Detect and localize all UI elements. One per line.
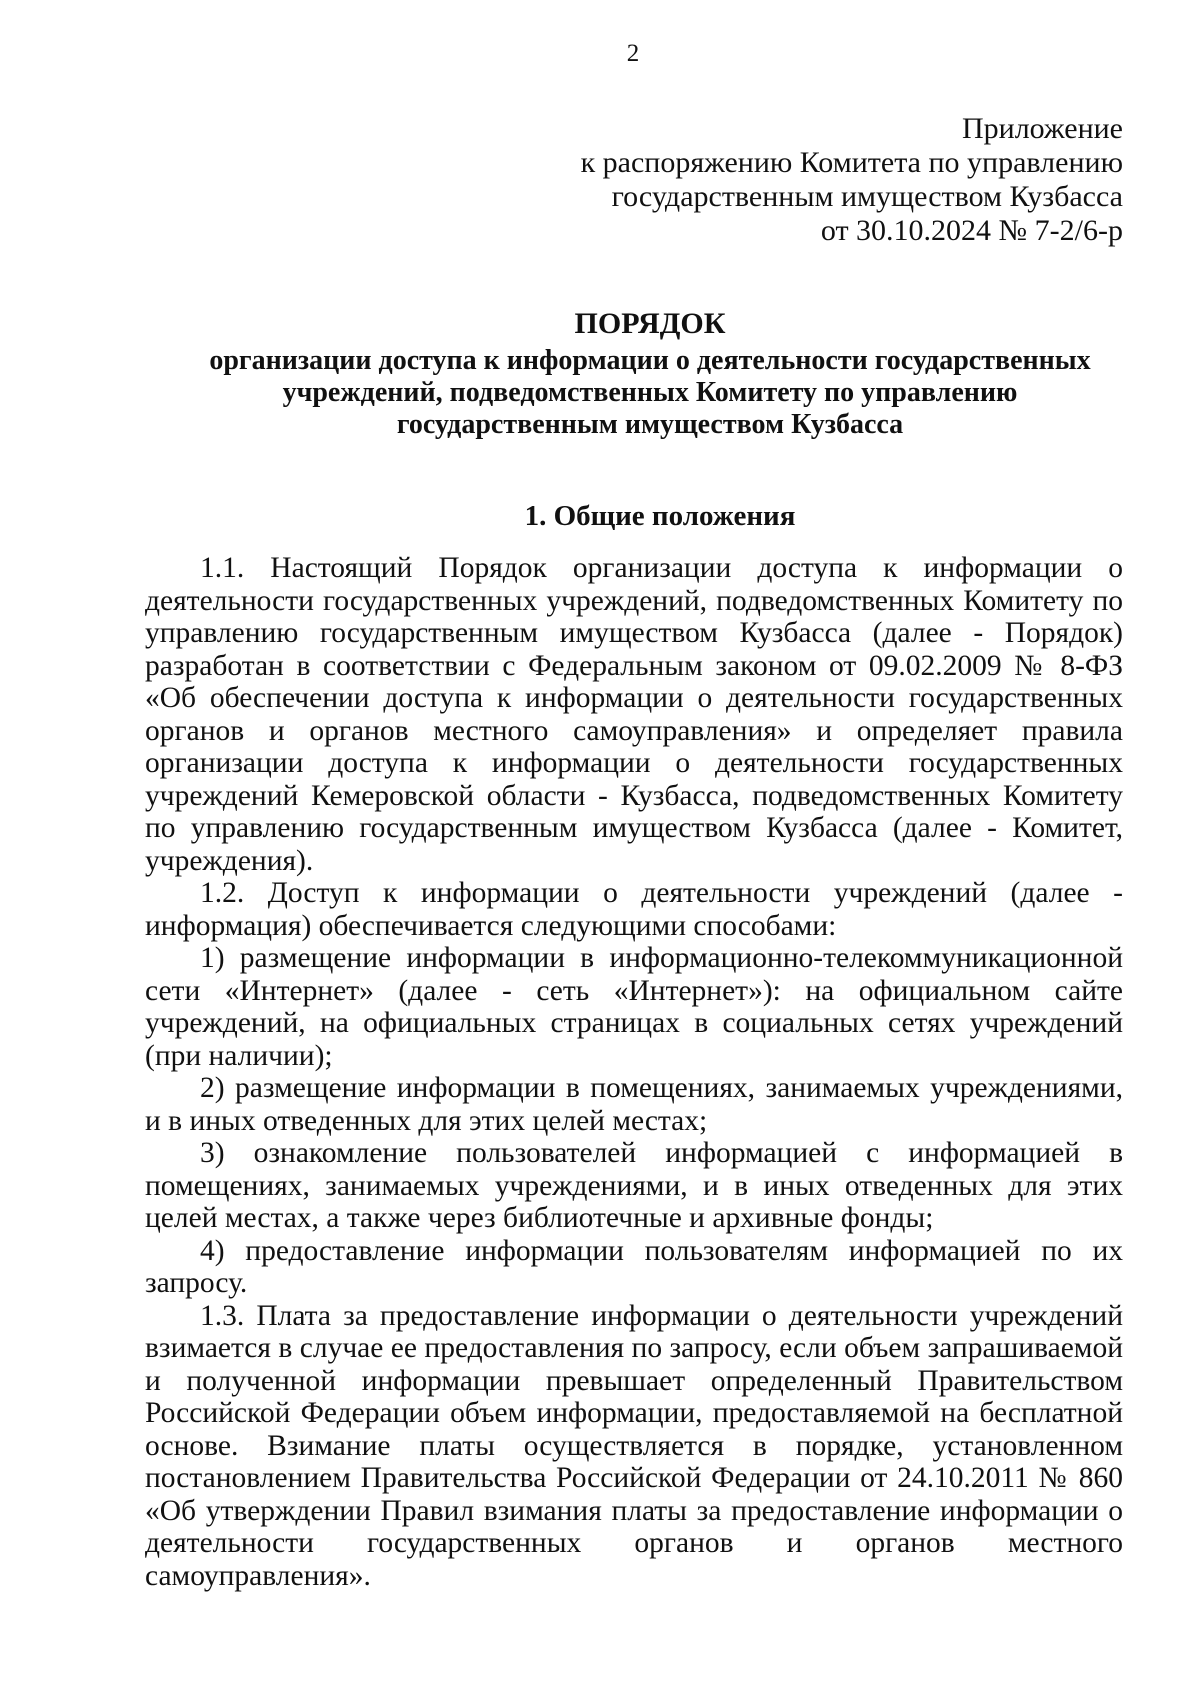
document-subtitle-line: государственным имуществом Кузбасса (396, 409, 904, 440)
paragraph-1-2: 1.2. Доступ к информации о деятельности учреждений (далее - информация) обеспечивается следующими способами: (145, 877, 1123, 942)
list-item-3: 3) ознакомление пользователей информацией с информацией в помещениях, занимаемых учреждениями, и в иных отведенных для этих целей местах, а также через библиотечные и архивные фонды; (145, 1137, 1123, 1234)
document-subtitle-line: организации доступа к информации о деятельности государственных (209, 345, 1091, 376)
section-heading: 1. Общие положения (524, 500, 796, 532)
document-title: ПОРЯДОК (574, 307, 726, 340)
appendix-date-number: от 30.10.2024 № 7-2/6-р (820, 214, 1123, 247)
appendix-reference-line: государственным имуществом Кузбасса (611, 180, 1123, 213)
list-item-1: 1) размещение информации в информационно-телекоммуникационной сети «Интернет» (далее - сеть «Интернет»): на официальном сайте учреждений, на официальных страницах в социальных сетях учреждений (при наличии); (145, 942, 1123, 1072)
appendix-reference-line: к распоряжению Комитета по управлению (580, 146, 1123, 179)
appendix-header (581, 112, 1123, 248)
list-item-4: 4) предоставление информации пользователям информацией по их запросу. (145, 1234, 1123, 1299)
appendix-label: Приложение (961, 112, 1123, 145)
document-body (145, 552, 1123, 1592)
list-item-2: 2) размещение информации в помещениях, занимаемых учреждениями, и в иных отведенных для этих целей местах; (145, 1072, 1123, 1137)
document-subtitle-line: учреждений, подведомственных Комитету по управлению (282, 377, 1018, 408)
document-title-block (145, 308, 1155, 441)
paragraph-1-1: 1.1. Настоящий Порядок организации доступа к информации о деятельности государственных учреждений, подведомственных Комитету по управлению государственным имуществом Кузбасса (далее - Порядок) разработан в соответствии с Федеральным законом от 09.02.2009 № 8-ФЗ «Об обеспечении доступа к информации о деятельности государственных органов и органов местного самоуправления» и определяет правила организации доступа к информации о деятельности государственных учреждений Кемеровской области - Кузбасса, подведомственных Комитету по управлению государственным имуществом Кузбасса (далее - Комитет, учреждения). (145, 552, 1123, 877)
page-number: 2 (626, 40, 640, 67)
paragraph-1-3: 1.3. Плата за предоставление информации о деятельности учреждений взимается в случае ее предоставления по запросу, если объем запрашиваемой и полученной информации превышает определенный Правительством Российской Федерации объем информации, предоставляемой на бесплатной основе. Взимание платы осуществляется в порядке, установленном постановлением Правительства Российской Федерации от 24.10.2011 № 860 «Об утверждении Правил взимания платы за предоставление информации о деятельности государственных органов и органов местного самоуправления». (145, 1299, 1123, 1592)
